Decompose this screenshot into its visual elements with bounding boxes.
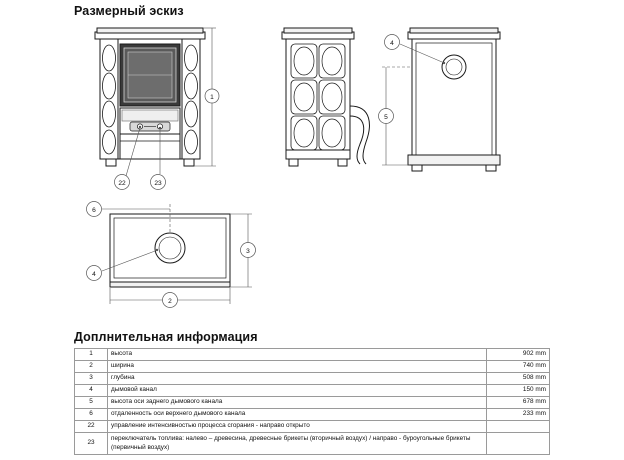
row-number: 23 [75,433,108,455]
row-value: 150 mm [487,385,550,397]
table-row [75,373,550,385]
row-number: 5 [75,397,108,409]
row-value: 902 mm [487,349,550,361]
table-row [75,361,550,373]
row-value: 233 mm [487,409,550,421]
side-view [379,28,501,171]
row-description: управление интенсивностью процесса сгорания - направо открыто [108,421,487,433]
drawing-svg [60,18,580,318]
row-number: 6 [75,409,108,421]
row-description: ширина [108,361,487,373]
callout-4-top-label: 4 [92,270,96,278]
row-description: высота оси заднего дымового канала [108,397,487,409]
row-value: 678 mm [487,397,550,409]
row-number: 4 [75,385,108,397]
table-row [75,397,550,409]
front-view [95,28,219,190]
rear-tile-view [282,28,369,166]
callout-22-label: 22 [118,179,126,187]
row-number: 1 [75,349,108,361]
row-description: отдаленность оси верхнего дымового канала [108,409,487,421]
callout-6-label: 6 [92,206,96,214]
row-description: дымовой канал [108,385,487,397]
row-number: 3 [75,373,108,385]
row-value: 508 mm [487,373,550,385]
row-number: 2 [75,361,108,373]
page-title-dimension-sketch: Размерный эскиз [74,4,184,18]
page-title-additional-info: Доплнительная информация [74,330,258,344]
additional-info-table [74,348,550,455]
row-value [487,433,550,455]
callout-1-label: 1 [210,93,214,101]
callout-23-label: 23 [154,179,162,187]
table-row [75,409,550,421]
row-value [487,421,550,433]
callout-2-label: 2 [168,297,172,305]
callout-5-label: 5 [384,113,388,121]
table-row [75,421,550,433]
table-body [75,349,550,455]
table-row [75,433,550,455]
table-row [75,385,550,397]
row-value: 740 mm [487,361,550,373]
top-view [87,202,256,308]
callout-3-label: 3 [246,247,250,255]
row-description: высота [108,349,487,361]
callout-4-side-label: 4 [390,39,394,47]
row-description: переключатель топлива: налево – древесина, древесные брикеты (вторичный воздух) / направо - буроугольные брикеты (первичный воздух) [108,433,487,455]
technical-drawing-area [60,18,580,318]
row-number: 22 [75,421,108,433]
row-description: глубина [108,373,487,385]
table-row [75,349,550,361]
